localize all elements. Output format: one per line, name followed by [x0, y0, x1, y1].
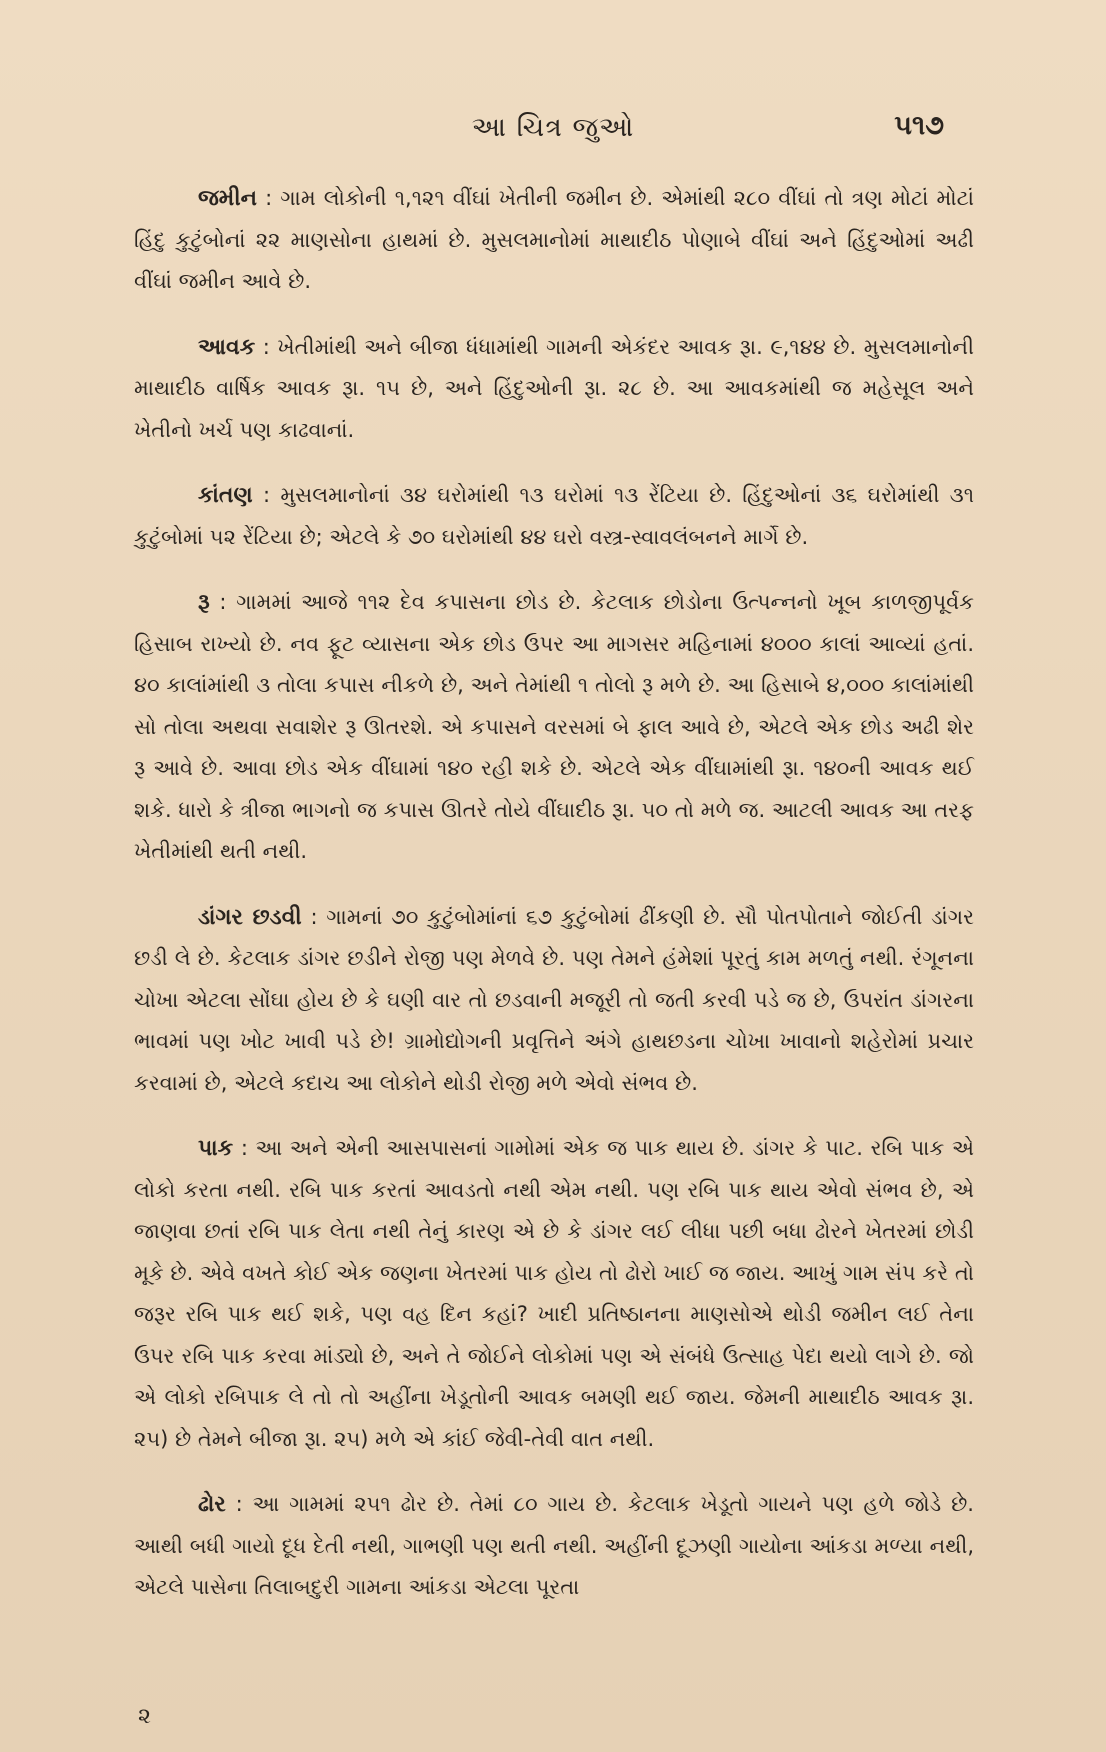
paragraph-heading: રૂ — [198, 590, 210, 615]
paragraph-paddy-husking — [134, 897, 974, 1105]
paragraph-text: : ગામનાં ૭૦ કુટુંબોમાંનાં ૬૭ કુટુંબોમાં ઢીંકણી છે. સૌ પોતપોતાને જોઈતી ડાંગર છડી લે છે. કેટલાક ડાંગર છડીને રોજી પણ મેળવે છે. પણ તેમને હંમેશાં પૂરતું કામ મળતું નથી. રંગૂનના ચોખા એટલા સોંઘા હોય છે કે ઘણી વાર તો છડવાની મજૂરી તો જતી કરવી પડે જ છે, ઉપરાંત ડાંગરના ભાવમાં પણ ખોટ ખાવી પડે છે! ગ્રામોદ્યોગની પ્રવૃત્તિને અંગે હાથછડના ચોખા ખાવાનો શહેરોમાં પ્રચાર કરવામાં છે, એટલે કદાચ આ લોકોને થોડી રોજી મળે એવો સંભવ છે. — [134, 904, 974, 1095]
paragraph-cotton — [134, 582, 974, 873]
paragraph-crops — [134, 1128, 974, 1460]
running-title: આ ચિત્ર જુઓ — [471, 112, 635, 143]
paragraph-heading: જમીન — [198, 186, 258, 211]
paragraph-text: : ખેતીમાંથી અને બીજા ધંધામાંથી ગામની એકંદર આવક રૂા. ૯,૧૪૪ છે. મુસલમાનોની માથાદીઠ વાર્ષિક આવક રૂા. ૧૫ છે, અને હિંદુઓની રૂા. ૨૮ છે. આ આવકમાંથી જ મહેસૂલ અને ખેતીનો ખર્ચ પણ કાઢવાનાં. — [134, 334, 974, 442]
paragraph-land — [134, 178, 974, 303]
paragraph-text: : આ ગામમાં ૨૫૧ ઢોર છે. તેમાં ૮૦ ગાય છે. કેટલાક ખેડૂતો ગાયને પણ હળે જોડે છે. આથી બધી ગાયો દૂધ દેતી નથી, ગાભણી પણ થતી નથી. અહીંની દૂઝણી ગાયોના આંકડા મળ્યા નથી, એટલે પાસેના તિલાબદુરી ગામના આંકડા એટલા પૂરતા — [134, 1492, 974, 1599]
paragraph-heading: પાક — [198, 1136, 234, 1161]
paragraph-text: : ગામમાં આજે ૧૧૨ દેવ કપાસના છોડ છે. કેટલાક છોડોના ઉત્પન્નનો ખૂબ કાળજીપૂર્વક હિસાબ રાખ્યો છે. નવ ફૂટ વ્યાસના એક છોડ ઉપર આ માગસર મહિનામાં ૪૦૦૦ કાલાં આવ્યાં હતાં. ૪૦ કાલાંમાંથી ૩ તોલા કપાસ નીકળે છે, અને તેમાંથી ૧ તોલો રૂ મળે છે. આ હિસાબે ૪,૦૦૦ કાલાંમાંથી સો તોલા અથવા સવાશેર રૂ ઊતરશે. એ કપાસને વરસમાં બે ફાલ આવે છે, એટલે એક છોડ અઢી શેર રૂ આવે છે. આવા છોડ એક વીંઘામાં ૧૪૦ રહી શકે છે. એટલે એક વીંઘામાંથી રૂા. ૧૪૦ની આવક થઈ શકે. ધારો કે ત્રીજા ભાગનો જ કપાસ ઊતરે તોયે વીંઘાદીઠ રૂા. ૫૦ તો મળે જ. આટલી આવક આ તરફ ખેતીમાંથી થતી નથી. — [134, 590, 974, 863]
paragraph-spinning — [134, 475, 974, 558]
paragraph-heading: ઢોર — [198, 1492, 226, 1517]
paragraph-cattle — [134, 1484, 974, 1609]
paragraph-text: : આ અને એની આસપાસનાં ગામોમાં એક જ પાક થાય છે. ડાંગર કે પાટ. રબિ પાક એ લોકો કરતા નથી. રબિ પાક કરતાં આવડતો નથી એમ નથી. પણ રબિ પાક થાય એવો સંભવ છે, એ જાણવા છતાં રબિ પાક લેતા નથી તેનું કારણ એ છે કે ડાંગર લઈ લીધા પછી બધા ઢોરને ખેતરમાં છોડી મૂકે છે. એવે વખતે કોઈ એક જણના ખેતરમાં પાક હોય તો ઢોરો ખાઈ જ જાય. આખું ગામ સંપ કરે તો જરૂર રબિ પાક થઈ શકે, પણ વહ દિન કહાં? ખાદી પ્રતિષ્ઠાનના માણસોએ થોડી જમીન લઈ તેના ઉપર રબિ પાક કરવા માંડ્યો છે, અને તે જોઈને લોકોમાં પણ એ સંબંધે ઉત્સાહ પેદા થયો લાગે છે. જો એ લોકો રબિપાક લે તો તો અહીંના ખેડૂતોની આવક બમણી થઈ જાય. જેમની માથાદીઠ આવક રૂા. ૨૫) છે તેમને બીજા રૂા. ૨૫) મળે એ કાંઈ જેવી-તેવી વાત નથી. — [134, 1136, 974, 1451]
page-body — [134, 178, 974, 1633]
paragraph-income — [134, 327, 974, 452]
paragraph-text: : મુસલમાનોનાં ૩૪ ઘરોમાંથી ૧૩ ઘરોમાં ૧૩ રેંટિયા છે. હિંદુઓનાં ૩૬ ઘરોમાંથી ૩૧ કુટુંબોમાં ૫૨ રેંટિયા છે; એટલે કે ૭૦ ઘરોમાંથી ૪૪ ઘરો વસ્ત્ર-સ્વાવલંબનને માર્ગે છે. — [134, 483, 975, 549]
page-header — [0, 108, 1106, 148]
paragraph-heading: કાંતણ — [198, 483, 253, 508]
page-number: ૫૧૭ — [894, 110, 944, 141]
paragraph-heading: ડાંગર છડવી — [198, 904, 302, 930]
paragraph-heading: આવક — [198, 334, 256, 360]
signature-mark: ૨ — [138, 1704, 151, 1729]
paragraph-text: : ગામ લોકોની ૧,૧૨૧ વીંઘાં ખેતીની જમીન છે. એમાંથી ૨૮૦ વીંઘાં તો ત્રણ મોટાં મોટાં હિંદુ કુટુંબોનાં ૨૨ માણસોના હાથમાં છે. મુસલમાનોમાં માથાદીઠ પોણાબે વીંઘાં અને હિંદુઓમાં અઢી વીંઘાં જમીન આવે છે. — [134, 186, 974, 293]
